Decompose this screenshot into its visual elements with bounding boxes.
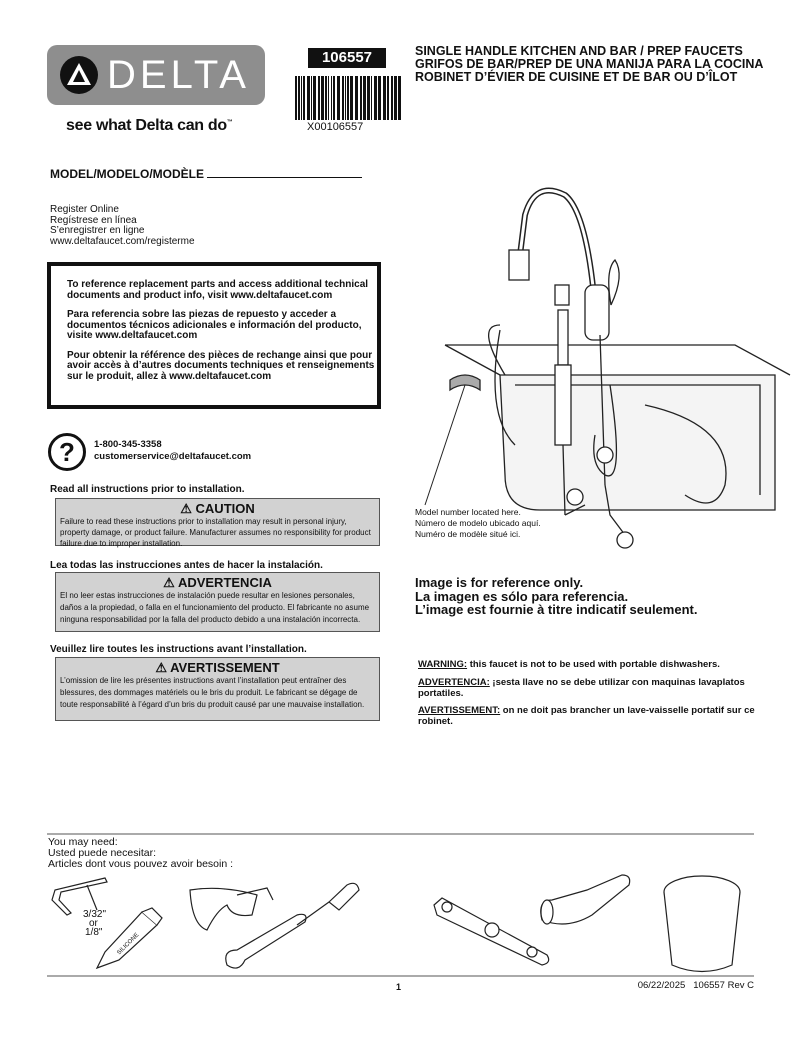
sku-label: 106557 bbox=[308, 48, 386, 68]
barcode-bar bbox=[398, 76, 401, 120]
screwdriver-icon bbox=[297, 883, 359, 925]
barcode-bar bbox=[371, 76, 372, 120]
barcode bbox=[295, 76, 401, 120]
barcode-bar bbox=[367, 76, 370, 120]
barcode-bar bbox=[295, 76, 297, 120]
barcode-bar bbox=[383, 76, 386, 120]
barcode-bar bbox=[387, 76, 389, 120]
register-link[interactable]: www.deltafaucet.com/registerme bbox=[50, 235, 195, 247]
warning-icon: ⚠ bbox=[163, 575, 175, 590]
silicone-label: SILICONE bbox=[116, 932, 141, 957]
barcode-bar bbox=[325, 76, 327, 120]
brand-name: DELTA bbox=[107, 52, 250, 97]
barcode-bar bbox=[307, 76, 310, 120]
barcode-bar bbox=[333, 76, 335, 120]
barcode-number: X00106557 bbox=[307, 121, 364, 133]
barcode-bar bbox=[318, 76, 320, 120]
tools-intro: You may need: Usted puede necesitar: Articles dont vous pouvez avoir besoin : bbox=[48, 836, 234, 870]
warning-intro: Veuillez lire toutes les instructions avant l’installation. bbox=[50, 644, 307, 655]
barcode-bar bbox=[374, 76, 377, 120]
dishwasher-warning-en: WARNING: this faucet is not to be used with portable dishwashers. bbox=[418, 659, 720, 670]
advertencia-box: ⚠ ADVERTENCIA El no leer estas instrucciones de instalación puede resultar en lesiones personales, daños a la propiedad, o falla en el funcionamiento del producto. El fabricante no asume ninguna responsabilidad por la falla del producto debido a una instalación incorrecta. bbox=[55, 572, 380, 632]
barcode-bar bbox=[355, 76, 358, 120]
warning-intro: Read all instructions prior to installation. bbox=[50, 484, 245, 495]
page-number: 1 bbox=[396, 982, 402, 992]
barcode-bar bbox=[298, 76, 300, 120]
barcode-bar bbox=[378, 76, 381, 120]
barcode-bar bbox=[331, 76, 332, 120]
model-field: MODEL/MODELO/MODÈLE bbox=[50, 167, 362, 181]
barcode-bar bbox=[394, 76, 397, 120]
barcode-bar bbox=[337, 76, 340, 120]
phone[interactable]: 1-800-345-3358 bbox=[94, 439, 162, 450]
barcode-bar bbox=[345, 76, 346, 120]
tools-illustration bbox=[47, 870, 757, 975]
divider bbox=[47, 833, 754, 835]
flashlight-icon bbox=[541, 875, 630, 924]
faucet-wrench-icon bbox=[434, 898, 549, 965]
safety-glasses-icon bbox=[190, 888, 273, 930]
warning-icon: ⚠ bbox=[180, 501, 192, 516]
barcode-bar bbox=[311, 76, 312, 120]
barcode-bar bbox=[360, 76, 362, 120]
product-title: SINGLE HANDLE KITCHEN AND BAR / PREP FAUCETS GRIFOS DE BAR/PREP DE UNA MANIJA PARA LA COCINA ROBINET D’ÉVIER DE CUISINE ET DE BAR OU D’ÎLOT bbox=[415, 44, 764, 84]
barcode-bar bbox=[301, 76, 302, 120]
caution-box: ⚠ CAUTION Failure to read these instructions prior to installation may result in personal injury, property damage, or product failure. Manufacturer assumes no responsibility for product failure due to improper installation. bbox=[55, 498, 380, 546]
hex-size-label: or bbox=[89, 918, 98, 929]
footer-date: 06/22/2025 bbox=[637, 980, 686, 991]
contact-info bbox=[94, 439, 251, 463]
delta-triangle-icon bbox=[59, 55, 99, 95]
email[interactable]: customerservice@deltafaucet.com bbox=[94, 451, 252, 462]
dishwasher-warning-es: ADVERTENCIA: ¡sesta llave no se debe utilizar con maquinas lavaplatos portatiles. bbox=[418, 677, 745, 699]
tagline: see what Delta can do™ bbox=[66, 117, 233, 134]
register-online: Register Online Regístrese en línea S’enregistrer en ligne www.deltafaucet.com/registerme bbox=[50, 204, 195, 247]
footer-meta bbox=[638, 980, 754, 991]
barcode-bar bbox=[391, 76, 393, 120]
question-icon: ? bbox=[48, 433, 86, 471]
bucket-icon bbox=[664, 876, 740, 972]
hex-size-label: 1/8" bbox=[85, 927, 103, 938]
wrench-icon bbox=[226, 914, 306, 968]
barcode-bar bbox=[363, 76, 366, 120]
hex-size-label: 3/32" bbox=[83, 909, 107, 920]
footer-doc-rev: 106557 Rev C bbox=[693, 980, 754, 991]
avertissement-box: ⚠ AVERTISSEMENT L’omission de lire les présentes instructions avant l’installation peut entraîner des blessures, des dommages matériels ou le bris du produit. Le fabricant se dégage de toute responsabilité à l’égard d’un bris du produit causé par une mauvaise installation. bbox=[55, 657, 380, 721]
reference-box: To reference replacement parts and access additional technical documents and product info, visit www.deltafaucet.com Para referencia sobre las piezas de repuesto y acceder a documentos técnicos adicionales e información del producto, visite www.deltafaucet.com Pour obtenir la référence des pièces de rechange ainsi que pour avoir accès à d’autres documents techniques et renseignements sur le produit, allez à www.deltafaucet.com bbox=[47, 262, 381, 409]
barcode-bar bbox=[342, 76, 344, 120]
delta-logo bbox=[47, 45, 265, 105]
barcode-bar bbox=[347, 76, 349, 120]
warning-intro: Lea todas las instrucciones antes de hacer la instalación. bbox=[50, 560, 323, 571]
barcode-bar bbox=[350, 76, 353, 120]
divider bbox=[47, 975, 754, 977]
barcode-bar bbox=[328, 76, 329, 120]
barcode-bar bbox=[313, 76, 316, 120]
reference-only-note: Image is for reference only. La imagen es sólo para referencia. L’image est fournie à titre indicatif seulement. bbox=[415, 575, 698, 617]
warning-icon: ⚠ bbox=[155, 660, 167, 675]
barcode-bar bbox=[321, 76, 324, 120]
model-caption: Model number located here. Número de modelo ubicado aquí. Numéro de modèle situé ici. bbox=[415, 507, 541, 539]
dishwasher-warning-fr: AVERTISSEMENT: on ne doit pas brancher un lave-vaisselle portatif sur ce robinet. bbox=[418, 705, 755, 727]
barcode-bar bbox=[303, 76, 305, 120]
